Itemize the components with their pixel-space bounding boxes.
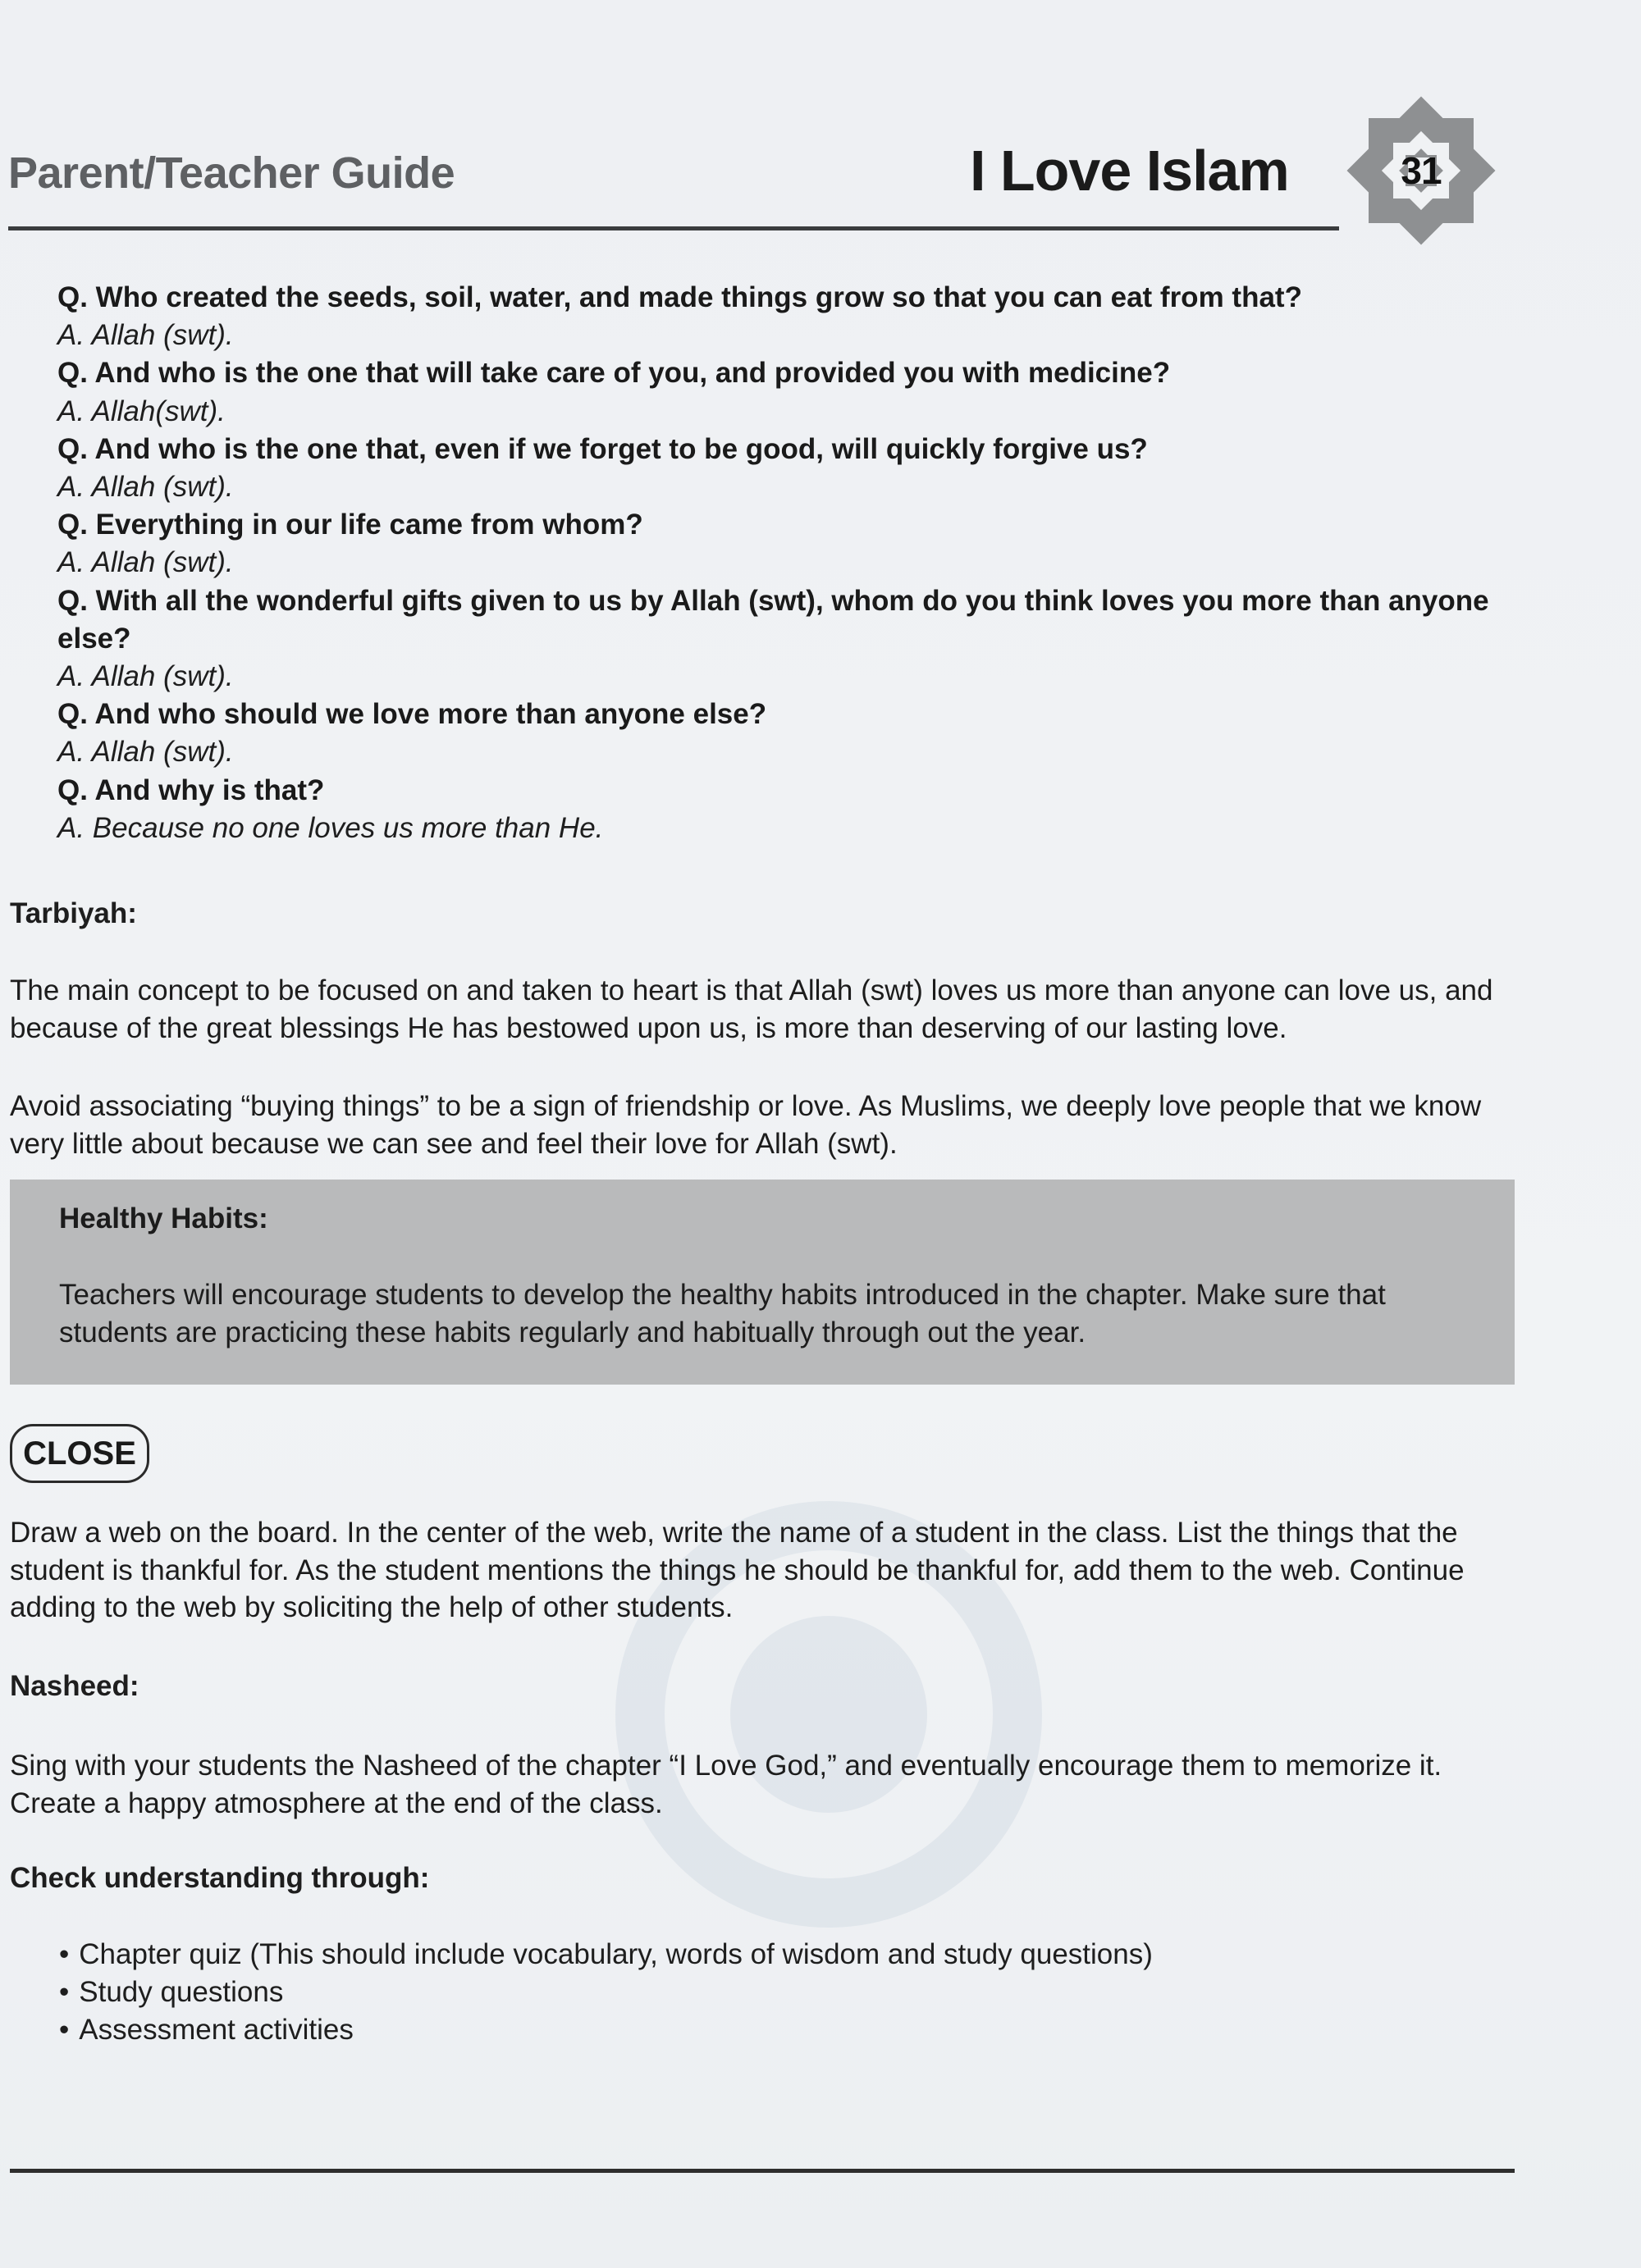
answer: A. Allah (swt). [57, 546, 234, 579]
answer: A. Allah(swt). [57, 395, 226, 427]
list-item: • Study questions [59, 1974, 1454, 2011]
nasheed-heading: Nasheed: [10, 1670, 139, 1702]
close-badge: CLOSE [10, 1424, 149, 1483]
question: Q. Who created the seeds, soil, water, and made things grow so that you can eat from that? [57, 281, 1302, 313]
answer: A. Allah (swt). [57, 319, 234, 352]
answer: A. Allah (swt). [57, 471, 234, 504]
question: Q. With all the wonderful gifts given to us by Allah (swt), whom do you think loves you more than anyone else? [57, 584, 1489, 655]
answer: A. Allah (swt). [57, 736, 234, 769]
header-divider [8, 226, 1339, 230]
tarbiyah-heading: Tarbiyah: [10, 897, 137, 929]
question: Q. And who should we love more than anyone else? [57, 698, 767, 731]
list-item: • Chapter quiz (This should include vocabulary, words of wisdom and study questions) [59, 1936, 1454, 1974]
healthy-habits-text: Teachers will encourage students to develop the healthy habits introduced in the chapter. Make sure that students are practicing these habits regularly and habitually through out the year. [59, 1279, 1386, 1348]
book-title: I Love Islam [970, 139, 1289, 203]
qa-list [57, 279, 1518, 847]
question: Q. And who is the one that will take care of you, and provided you with medicine? [57, 357, 1171, 390]
guide-title: Parent/Teacher Guide [8, 148, 455, 198]
nasheed-text: Sing with your students the Nasheed of the chapter “I Love God,” and eventually encourage them to memorize it. Create a happy atmosphere at the end of the class. [10, 1750, 1442, 1819]
check-understanding-list [59, 1936, 1454, 2049]
check-understanding-heading: Check understanding through: [10, 1862, 430, 1894]
tarbiyah-paragraph: The main concept to be focused on and taken to heart is that Allah (swt) loves us more than anyone can love us, and because of the great blessings He has bestowed upon us, is more than deserving of our lasting love. [10, 974, 1493, 1044]
healthy-habits-heading: Healthy Habits: [59, 1202, 268, 1234]
close-text: Draw a web on the board. In the center of the web, write the name of a student in the class. List the things that the student is thankful for. As the student mentions the things he should be thankful for, add them to the web. Continue adding to the web by soliciting the help of other students. [10, 1517, 1465, 1624]
page-number: 31 [1401, 149, 1442, 192]
question: Q. Everything in our life came from whom? [57, 509, 643, 541]
tarbiyah-paragraph-2: Avoid associating “buying things” to be a sign of friendship or love. As Muslims, we deeply love people that we know very little about because we can see and feel their love for Allah (swt). [10, 1090, 1482, 1160]
question: Q. And why is that? [57, 773, 325, 806]
question: Q. And who is the one that, even if we forget to be good, will quickly forgive us? [57, 432, 1148, 465]
footer-divider [10, 2169, 1515, 2173]
answer: A. Allah (swt). [57, 660, 234, 693]
list-item: • Assessment activities [59, 2011, 1454, 2049]
answer: A. Because no one loves us more than He. [57, 811, 604, 844]
healthy-habits-box [10, 1180, 1515, 1385]
